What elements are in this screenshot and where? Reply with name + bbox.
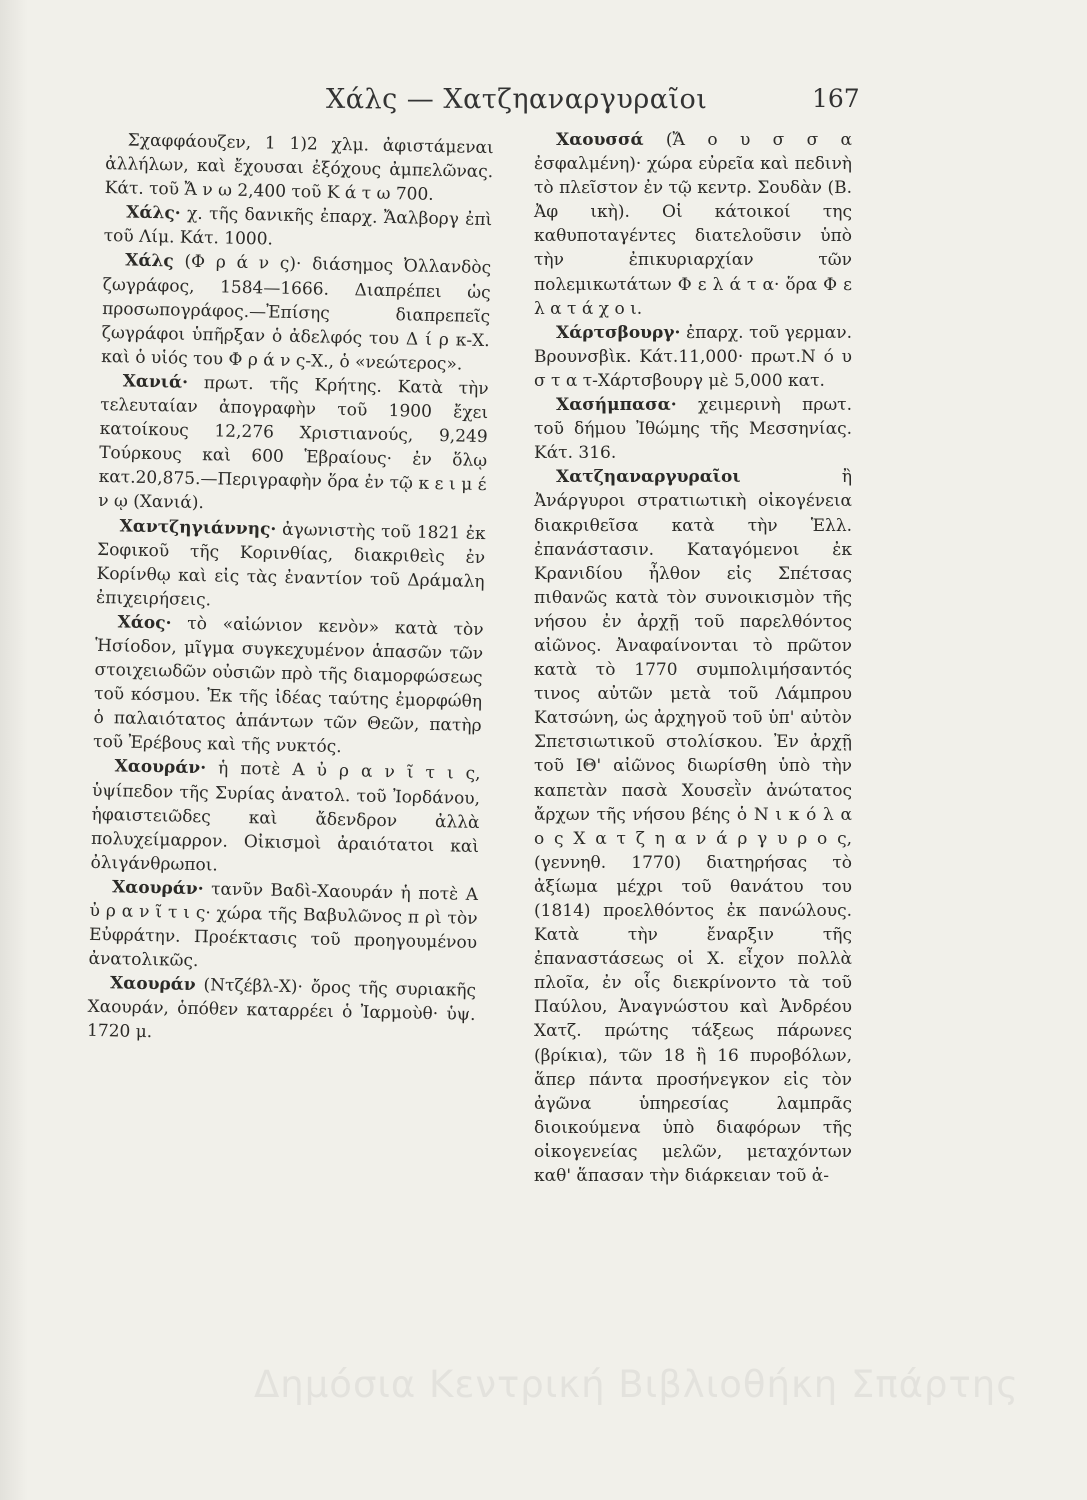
page-edge-shadow <box>0 0 28 1500</box>
entry <box>534 393 852 465</box>
entry <box>96 513 486 617</box>
entry-text: χ. τῆς δανικῆς ἐπαρχ. Ἄαλβοργ ἐπὶ τοῦ Λίμ. Κάτ. 1000. <box>103 204 493 250</box>
entry-text: Σχαφφάουζεν, 1 1)2 χλμ. ἀφιστάμεναι ἀλλήλων, καὶ ἔχουσαι ἐξόχους ἀμπελῶνας. Κάτ. τοῦ Ἄ ν ω 2,400 τοῦ Κ ά τ ω 700. <box>104 130 494 206</box>
running-header: Χάλς — Χατζηαναργυραῖοι <box>326 84 708 115</box>
entry-text: τανῦν Βαδὶ-Χαουράν ἡ ποτὲ Α ὐ ρ α ν ῖ τ ι ς· χώρα τῆς Βαβυλῶνος π ρὶ τὸν Εὐφράτην. Προέκτασις τοῦ προηγουμένου ἀνατολικῶς. <box>88 879 479 972</box>
entry <box>87 971 476 1051</box>
entry-text: ἀγωνιστὴς τοῦ 1821 ἐκ Σοφικοῦ τῆς Κορινθίας, διακριθεὶς ἐν Κορίνθῳ καὶ εἰς τὰς ἐναντίον τοῦ Δράμαλη ἐπιχειρήσεις. <box>95 519 486 611</box>
entry-text: ἢ Ἀνάργυροι στρατιωτικὴ οἰκογένεια διακριθεῖσα κατὰ τὴν Ἑλλ. ἐπανάστασιν. Καταγόμενοι ἐκ Κρανιδίου ἦλθον εἰς Σπέτσας πιθανῶς κατὰ τὸν συνοικισμὸν τῆς νήσου ἐν ἀρχῇ τοῦ παρελθόντος αἰῶνος. Ἀναφαίνονται τὸ πρῶτον κατὰ τὸ 1770 συμπολιμήσαντός τινος αὐτῶν μετὰ τοῦ Λάμπρου Κατσώνη, ὡς ἀρχηγοῦ τοῦ ὑπ' αὐτὸν Σπετσιωτικοῦ στολίσκου. Ἐν ἀρχῇ τοῦ ΙΘ' αἰῶνος διωρίσθη ὑπὸ τὴν καπετὰν πασὰ Χουσεῒν ἀνώτατος ἄρχων τῆς νήσου βέης ὁ Ν ι κ ό λ α ο ς Χ α τ ζ η α ν ά ρ γ υ ρ ο ς, (γεννηθ. 1770) διατηρήσας τὸ ἀξίωμα μέχρι τοῦ θανάτου του (1814) προελθόντος ἐκ πανώλους. Κατὰ τὴν ἔναρξιν τῆς ἐπαναστάσεως οἱ Χ. εἶχον πολλὰ πλοῖα, ἐν οἷς διεκρίνοντο τὰ τοῦ Παύλου, Ἀναγνώστου καὶ Ἀνδρέου Χατζ. πρώτης τάξεως πάρωνες (βρίκια), τῶν 18 ἢ 16 πυροβόλων, ἅπερ πάντα προσήνεγκον εἰς τὸν ἀγῶνα ὑπηρεσίας λαμπρᾶς διοικούμενα ὑπὸ διαφόρων τῆς οἰκογενείας μελῶν, μεταχόντων καθ' ἅπασαν τὴν διάρκειαν τοῦ ἀ- <box>534 467 852 1187</box>
entry <box>88 875 478 979</box>
entry <box>98 369 489 522</box>
entry <box>103 200 492 256</box>
entry-text: (Φ ρ ά ν ς)· διάσημος Ὀλλανδὸς ζωγράφος, 1584—1666. Διαπρέπει ὡς προσωπογράφος.—Ἐπίσης διαπρεπεῖς ζωγράφοι ὑπῆρξαν ὁ ἀδελφός του Δ ί ρ κ-Χ. καὶ ὁ υἱός του Φ ρ ά ν ς-Χ., ὁ «νεώτερος». <box>100 252 492 375</box>
headword: Χαουράν <box>109 973 196 996</box>
headword: Χάλς <box>125 250 174 272</box>
entry <box>534 465 852 1188</box>
headword: Χανιά· <box>122 371 189 393</box>
headword: Χαουράν· <box>114 756 207 779</box>
entry <box>101 248 491 377</box>
entry <box>90 754 480 883</box>
entry-text: τὸ «αἰώνιον κενὸν» κατὰ τὸν Ἡσίοδον, μῖγμα συγκεχυμένον ἁπασῶν τῶν στοιχειωδῶν οὐσιῶν πρὸ τῆς διαμορφώσεως τοῦ κόσμου. Ἐκ τῆς ἰδέας ταύτης ἐμορφώθη ὁ παλαιότατος ἁπάντων τῶν Θεῶν, πατὴρ τοῦ Ἐρέβους καὶ τῆς νυκτός. <box>92 613 484 758</box>
right-column <box>534 128 852 1188</box>
headword: Χατζηαναργυραῖοι <box>556 467 741 488</box>
entry <box>534 128 852 321</box>
headword: Χαουράν· <box>111 877 204 900</box>
entry-text: χειμερινὴ πρωτ. τοῦ δήμου Ἰθώμης τῆς Μεσσηνίας. Κάτ. 316. <box>534 395 852 464</box>
entry <box>104 128 493 208</box>
entry-text: ἐπαρχ. τοῦ γερμαν. Βρουνσβὶκ. Κάτ.11,000· πρωτ.Ν ό υ σ τ α τ-Χάρτσβουργ μὲ 5,000 κατ. <box>534 322 853 391</box>
headword: Χάος· <box>117 612 172 634</box>
entry-text: (Ἄ ο υ σ σ α ἐσφαλμένη)· χώρα εὐρεῖα καὶ πεδινὴ τὸ πλεῖστον ἐν τῷ κεντρ. Σουδὰν (Β. Ἀφ ικὴ). Οἱ κάτοικοί της καθυποταγέντες διατελοῦσιν ὑπὸ τὴν ἐπικυριαρχίαν τῶν πολεμικωτάτων Φ ε λ ά τ α· ὅρα Φ ε λ α τ ά χ ο ι. <box>534 130 853 319</box>
headword: Χάλς· <box>126 202 181 224</box>
headword: Χασήμπασα· <box>556 395 677 416</box>
entry-text: (Ντζέβλ-Χ)· ὄρος τῆς συριακῆς Χαουράν, ὁπόθεν καταρρέει ὁ Ἰαρμοὺθ· ὑψ. 1720 μ. <box>86 975 477 1043</box>
entry-text: ἡ ποτὲ Α ὐ ρ α ν ῖ τ ι ς, ὑψίπεδον τῆς Συρίας ἀνατολ. τοῦ Ἰορδάνου, ἡφαιστειῶδες καὶ ἄδενδρον ἀλλὰ πολυχείμαρρον. Οἰκισμοὶ ἀραιότατοι καὶ ὀλιγάνθρωποι. <box>90 758 481 876</box>
library-watermark: Δημόσια Κεντρική Βιβλιοθήκη Σπάρτης <box>254 1363 1019 1406</box>
left-column <box>87 128 494 1051</box>
headword: Χαουσσά <box>556 130 644 150</box>
entry-text: πρωτ. τῆς Κρήτης. Κατὰ τὴν τελευταίαν ἀπογραφὴν τοῦ 1900 ἔχει κατοίκους 12,276 Χριστιανούς, 9,249 Τούρκους καὶ 600 Ἑβραίους· ἐν ὅλῳ κατ.20,875.—Περιγραφὴν ὅρα ἐν τῷ κ ε ι μ έ ν ῳ (Χανιά). <box>97 373 489 514</box>
page-number: 167 <box>812 84 860 113</box>
entry <box>93 610 484 763</box>
entry <box>534 321 852 393</box>
headword: Χάρτσβουργ· <box>556 322 681 343</box>
headword: Χαντζηγιάννης· <box>119 515 277 540</box>
